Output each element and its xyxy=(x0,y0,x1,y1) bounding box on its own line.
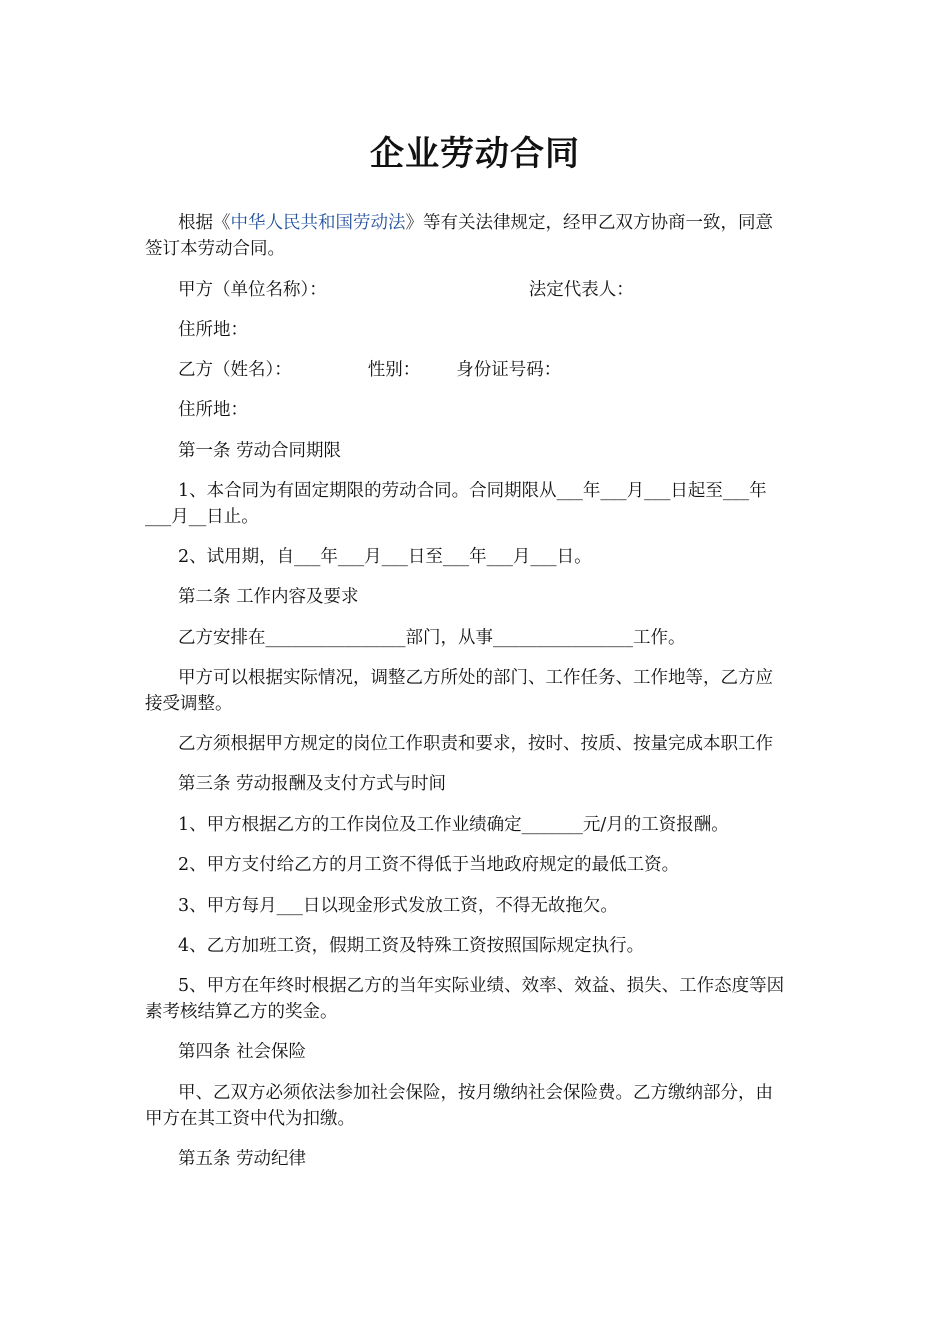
party-b-name-label: 乙方（姓名）： xyxy=(178,360,292,380)
article-4-p1-line2: 甲方在其工资中代为扣缴。 xyxy=(145,1109,355,1129)
article-4-heading: 第四条 社会保险 xyxy=(178,1042,307,1062)
article-3-p3: 3、甲方每月___日以现金形式发放工资，不得无故拖欠。 xyxy=(178,896,618,916)
article-2-p2-line1: 甲方可以根据实际情况，调整乙方所处的部门、工作任务、工作地等，乙方应 xyxy=(178,668,773,688)
article-1-p1-line2: ___月__日止。 xyxy=(145,507,259,527)
article-2-heading: 第二条 工作内容及要求 xyxy=(178,587,359,607)
article-3-p1: 1、甲方根据乙方的工作岗位及工作业绩确定_______元/月的工资报酬。 xyxy=(178,815,729,835)
party-a-address-label: 住所地： xyxy=(178,320,248,340)
party-a-row xyxy=(145,277,846,304)
party-b-gender-label: 性别： xyxy=(367,360,421,380)
article-3-heading: 第三条 劳动报酬及支付方式与时间 xyxy=(178,774,447,794)
article-2-p3: 乙方须根据甲方规定的岗位工作职责和要求，按时、按质、按量完成本职工作 xyxy=(178,734,773,754)
party-a-name-label: 甲方（单位名称）： xyxy=(178,280,327,300)
intro-line-1: 根据《中华人民共和国劳动法》等有关法律规定，经甲乙双方协商一致，同意 xyxy=(178,213,773,233)
article-3-p2: 2、甲方支付给乙方的月工资不得低于当地政府规定的最低工资。 xyxy=(178,855,680,875)
party-b-row xyxy=(145,357,846,384)
party-a-rep-label: 法定代表人： xyxy=(528,280,634,300)
party-b-id-label: 身份证号码： xyxy=(456,360,562,380)
article-5-heading: 第五条 劳动纪律 xyxy=(178,1149,307,1169)
article-4-p1-line1: 甲、乙双方必须依法参加社会保险，按月缴纳社会保险费。乙方缴纳部分，由 xyxy=(178,1083,773,1103)
intro-line-2: 签订本劳动合同。 xyxy=(145,239,285,259)
document-title: 企业劳动合同 xyxy=(370,134,580,174)
article-3-p5-line2: 素考核结算乙方的奖金。 xyxy=(145,1002,338,1022)
article-3-p5-line1: 5、甲方在年终时根据乙方的当年实际业绩、效率、效益、损失、工作态度等因 xyxy=(178,976,785,996)
article-2-p1: 乙方安排在________________部门，从事________________工作。 xyxy=(178,628,686,648)
law-link[interactable]: 中华人民共和国劳动法 xyxy=(230,213,406,233)
article-1-p2: 2、试用期，自___年___月___日至___年___月___日。 xyxy=(178,547,592,567)
party-b-address-label: 住所地： xyxy=(178,400,248,420)
article-1-p1-line1: 1、本合同为有固定期限的劳动合同。合同期限从___年___月___日起至___年 xyxy=(178,481,767,501)
article-3-p4: 4、乙方加班工资，假期工资及特殊工资按照国际规定执行。 xyxy=(178,936,645,956)
article-1-heading: 第一条 劳动合同期限 xyxy=(178,441,342,461)
article-2-p2-line2: 接受调整。 xyxy=(145,694,233,714)
